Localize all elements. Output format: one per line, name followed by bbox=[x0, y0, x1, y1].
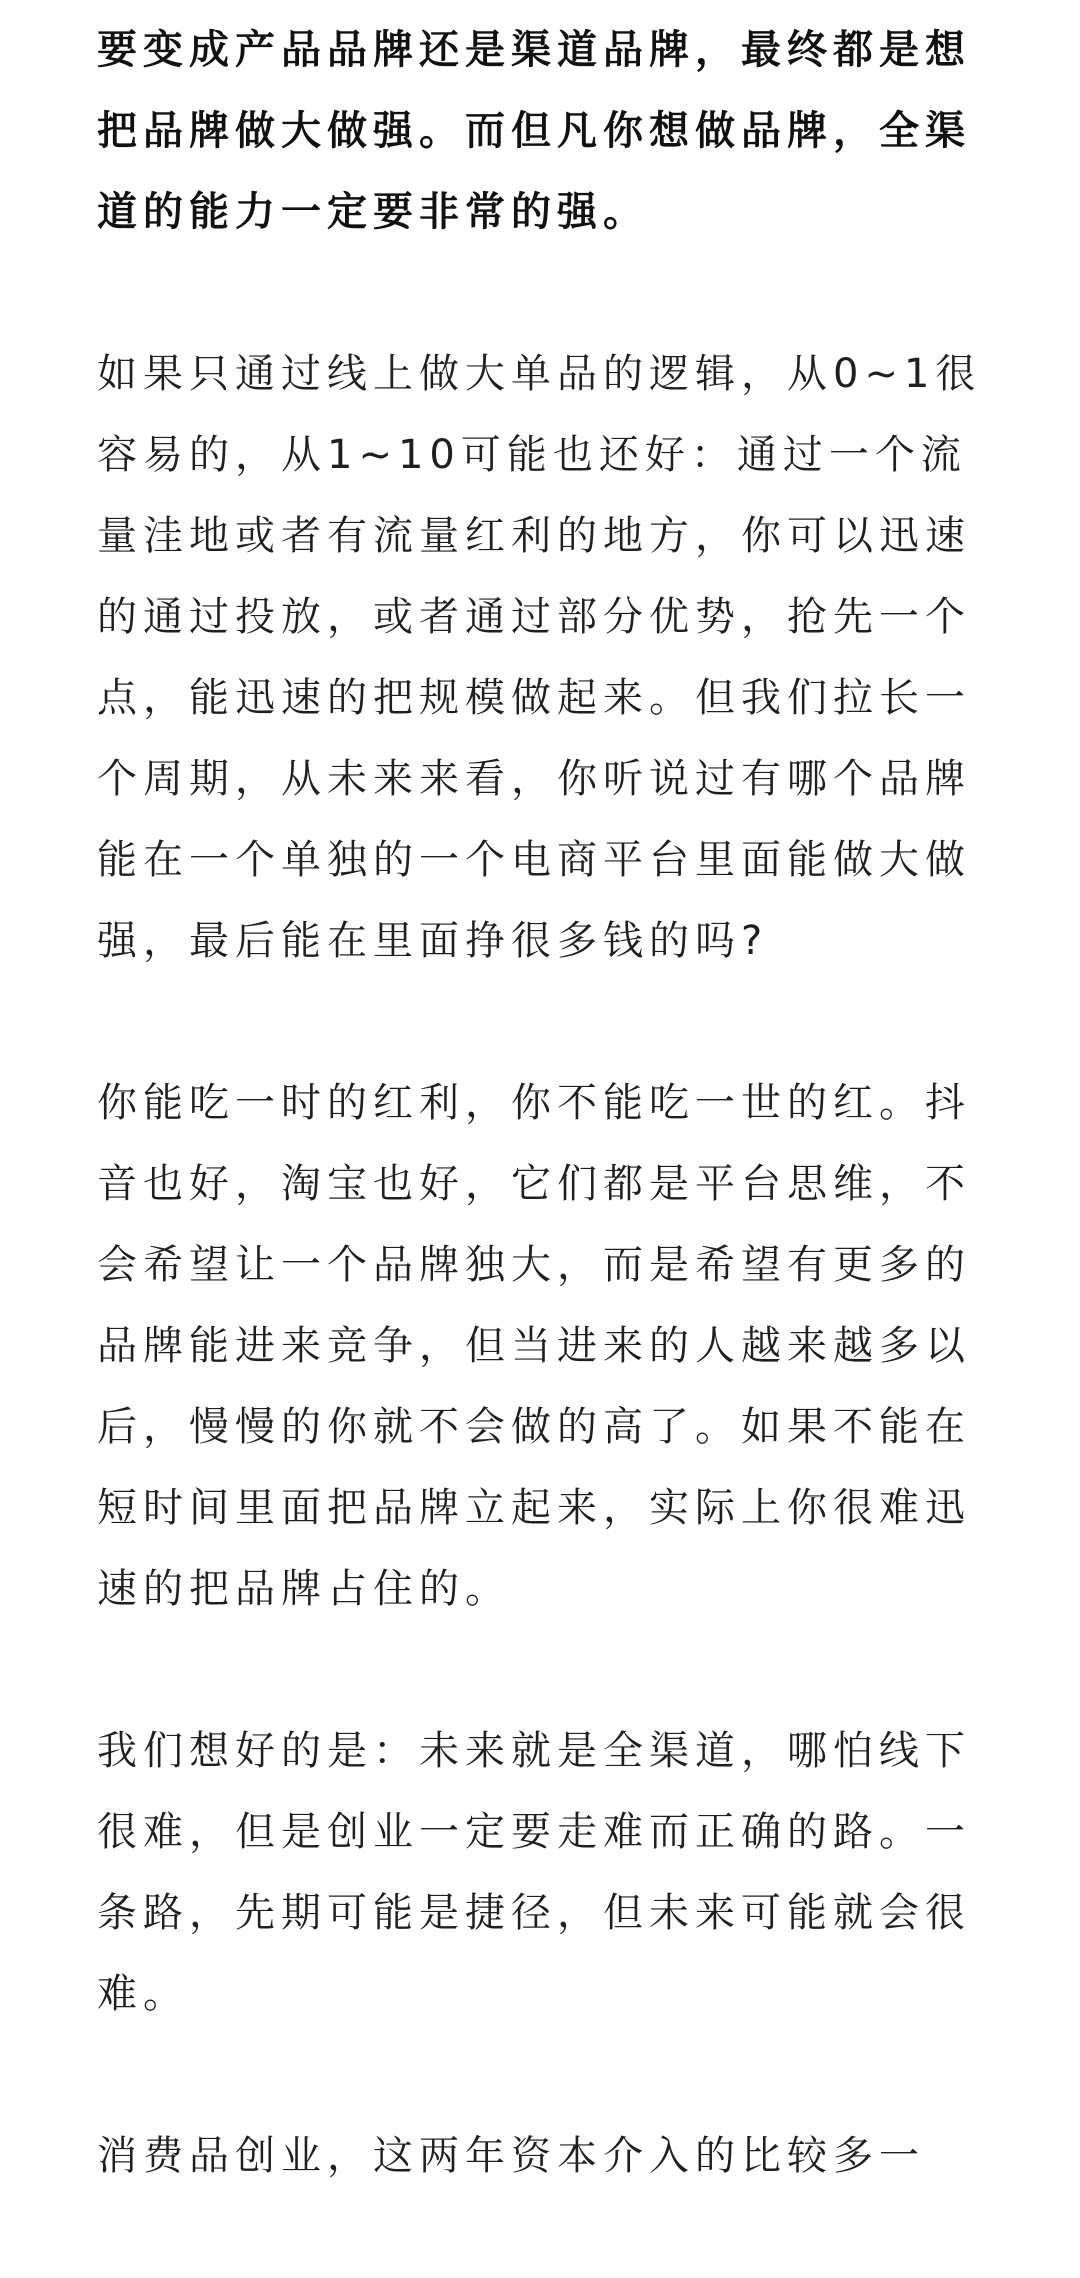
paragraph-bold-intro: 要变成产品品牌还是渠道品牌，最终都是想 把品牌做大做强。而但凡你想做品牌，全渠 道的能力一定要非常的强。 bbox=[97, 27, 971, 235]
paragraph-consumer-startup: 消费品创业，这两年资本介入的比较多一 bbox=[97, 2133, 925, 2179]
paragraph-platform-dividend: 你能吃一时的红利，你不能吃一世的红。抖 音也好，淘宝也好，它们都是平台思维，不 会希望让一个品牌独大，而是希望有更多的 品牌能进来竞争，但当进来的人越来越多以 后，慢慢的你就不会做的高了。如果不能在 短时间里面把品牌立起来，实际上你很难迅 速的把品牌占住的。 bbox=[97, 1080, 971, 1612]
paragraph-all-channel: 我们想好的是：未来就是全渠道，哪怕线下 很难，但是创业一定要走难而正确的路。一 条路，先期可能是捷径，但未来可能就会很 难。 bbox=[97, 1728, 971, 2017]
paragraph-online-logic: 如果只通过线上做大单品的逻辑，从0~1很 容易的，从1~10可能也还好：通过一个流 量洼地或者有流量红利的地方，你可以迅速 的通过投放，或者通过部分优势，抢先一个 点，能迅速的把规模做起来。但我们拉长一 个周期，从未来来看，你听说过有哪个品牌 能在一个单独的一个电商平台里面能做大做 强，最后能在里面挣很多钱的吗? bbox=[97, 351, 982, 964]
article-body bbox=[97, 10, 983, 2278]
